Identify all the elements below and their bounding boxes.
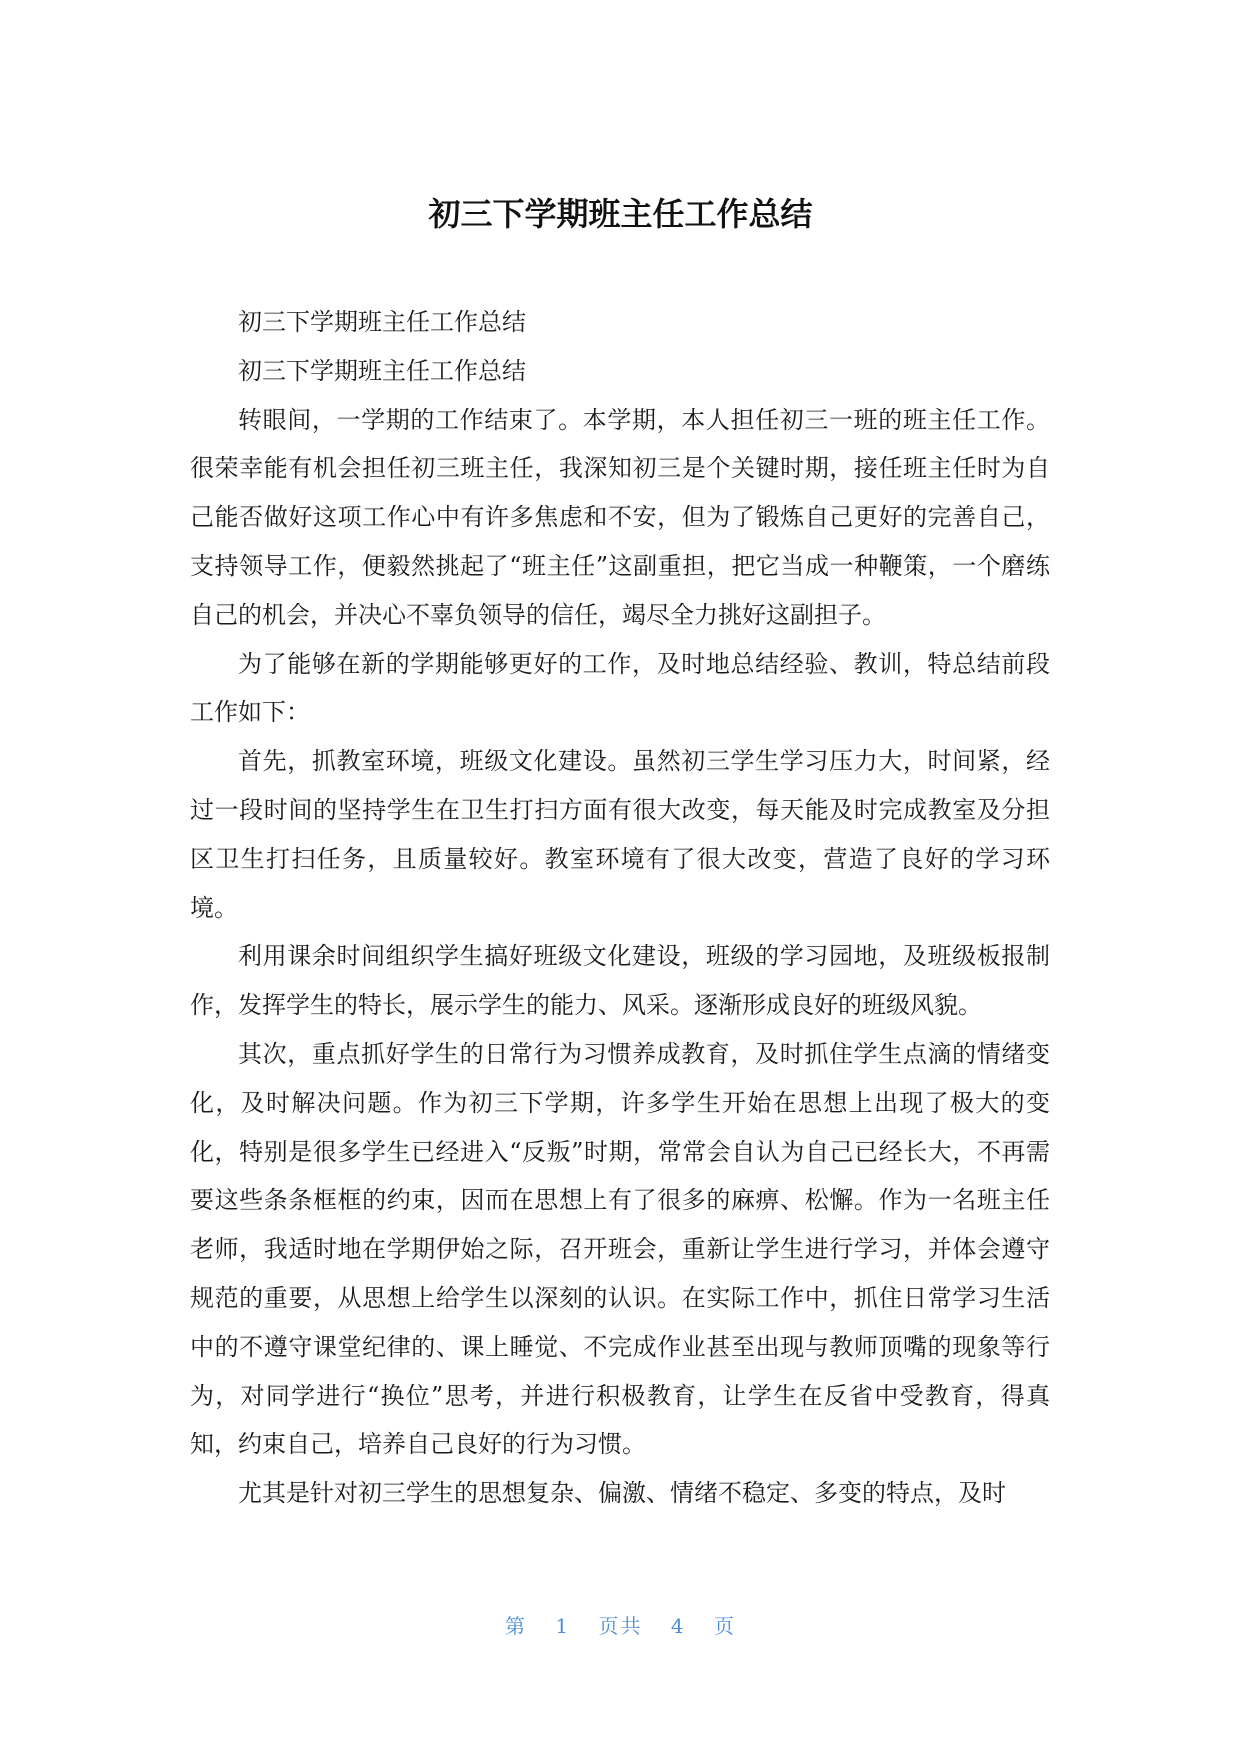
paragraph: 初三下学期班主任工作总结 — [238, 308, 526, 336]
paragraph: 转眼间，一学期的工作结束了。本学期，本人担任初三一班的班主任工作。很荣幸能有机会担任初三班主任，我深知初三是个关键时期，接任班主任时为自己能否做好这项工作心中有许多焦虑和不安，但为了锻炼自己更好的完善自己，支持领导工作，便毅然挑起了“班主任”这副重担，把它当成一种鞭策，一个磨练自己的机会，并决心不辜负领导的信任，竭尽全力挑好这副担子。 — [190, 405, 1050, 629]
paragraph: 初三下学期班主任工作总结 — [238, 356, 526, 385]
page-total-label: 页共 — [598, 1614, 643, 1638]
paragraph: 其次，重点抓好学生的日常行为习惯养成教育，及时抓住学生点滴的情绪变化，及时解决问题。作为初三下学期，许多学生开始在思想上出现了极大的变化，特别是很多学生已经进入“反叛”时期，常常会自认为自己已经长大，不再需要这些条条框框的约束，因而在思想上有了很多的麻痹、松懈。作为一名班主任老师，我适时地在学期伊始之际，召开班会，重新让学生进行学习，并体会遵守规范的重要，从思想上给学生以深刻的认识。在实际工作中，抓住日常学习生活中的不遵守课堂纪律的、课上睡觉、不完成作业甚至出现与教师顶嘴的现象等行为，对同学进行“换位”思考，并进行积极教育，让学生在反省中受教育，得真知，约束自己，培养自己良好的行为习惯。 — [190, 1039, 1050, 1459]
page-label: 第 — [505, 1614, 528, 1638]
document-body — [190, 298, 1050, 1518]
document-title: 初三下学期班主任工作总结 — [428, 195, 813, 233]
paragraph: 尤其是针对初三学生的思想复杂、偏激、情绪不稳定、多变的特点，及时 — [238, 1479, 1006, 1508]
current-page-number: 1 — [555, 1614, 571, 1638]
page-footer — [0, 1612, 1241, 1640]
paragraph: 利用课余时间组织学生搞好班级文化建设，班级的学习园地，及班级板报制作，发挥学生的特长，展示学生的能力、风采。逐渐形成良好的班级风貌。 — [190, 942, 1050, 1020]
paragraph: 首先，抓教室环境，班级文化建设。虽然初三学生学习压力大，时间紧，经过一段时间的坚持学生在卫生打扫方面有很大改变，每天能及时完成教室及分担区卫生打扫任务，且质量较好。教室环境有了很大改变，营造了良好的学习环境。 — [190, 747, 1050, 922]
page-suffix-label: 页 — [713, 1614, 736, 1638]
paragraph: 为了能够在新的学期能够更好的工作，及时地总结经验、教训，特总结前段工作如下： — [190, 649, 1050, 727]
total-pages-number: 4 — [670, 1614, 686, 1638]
